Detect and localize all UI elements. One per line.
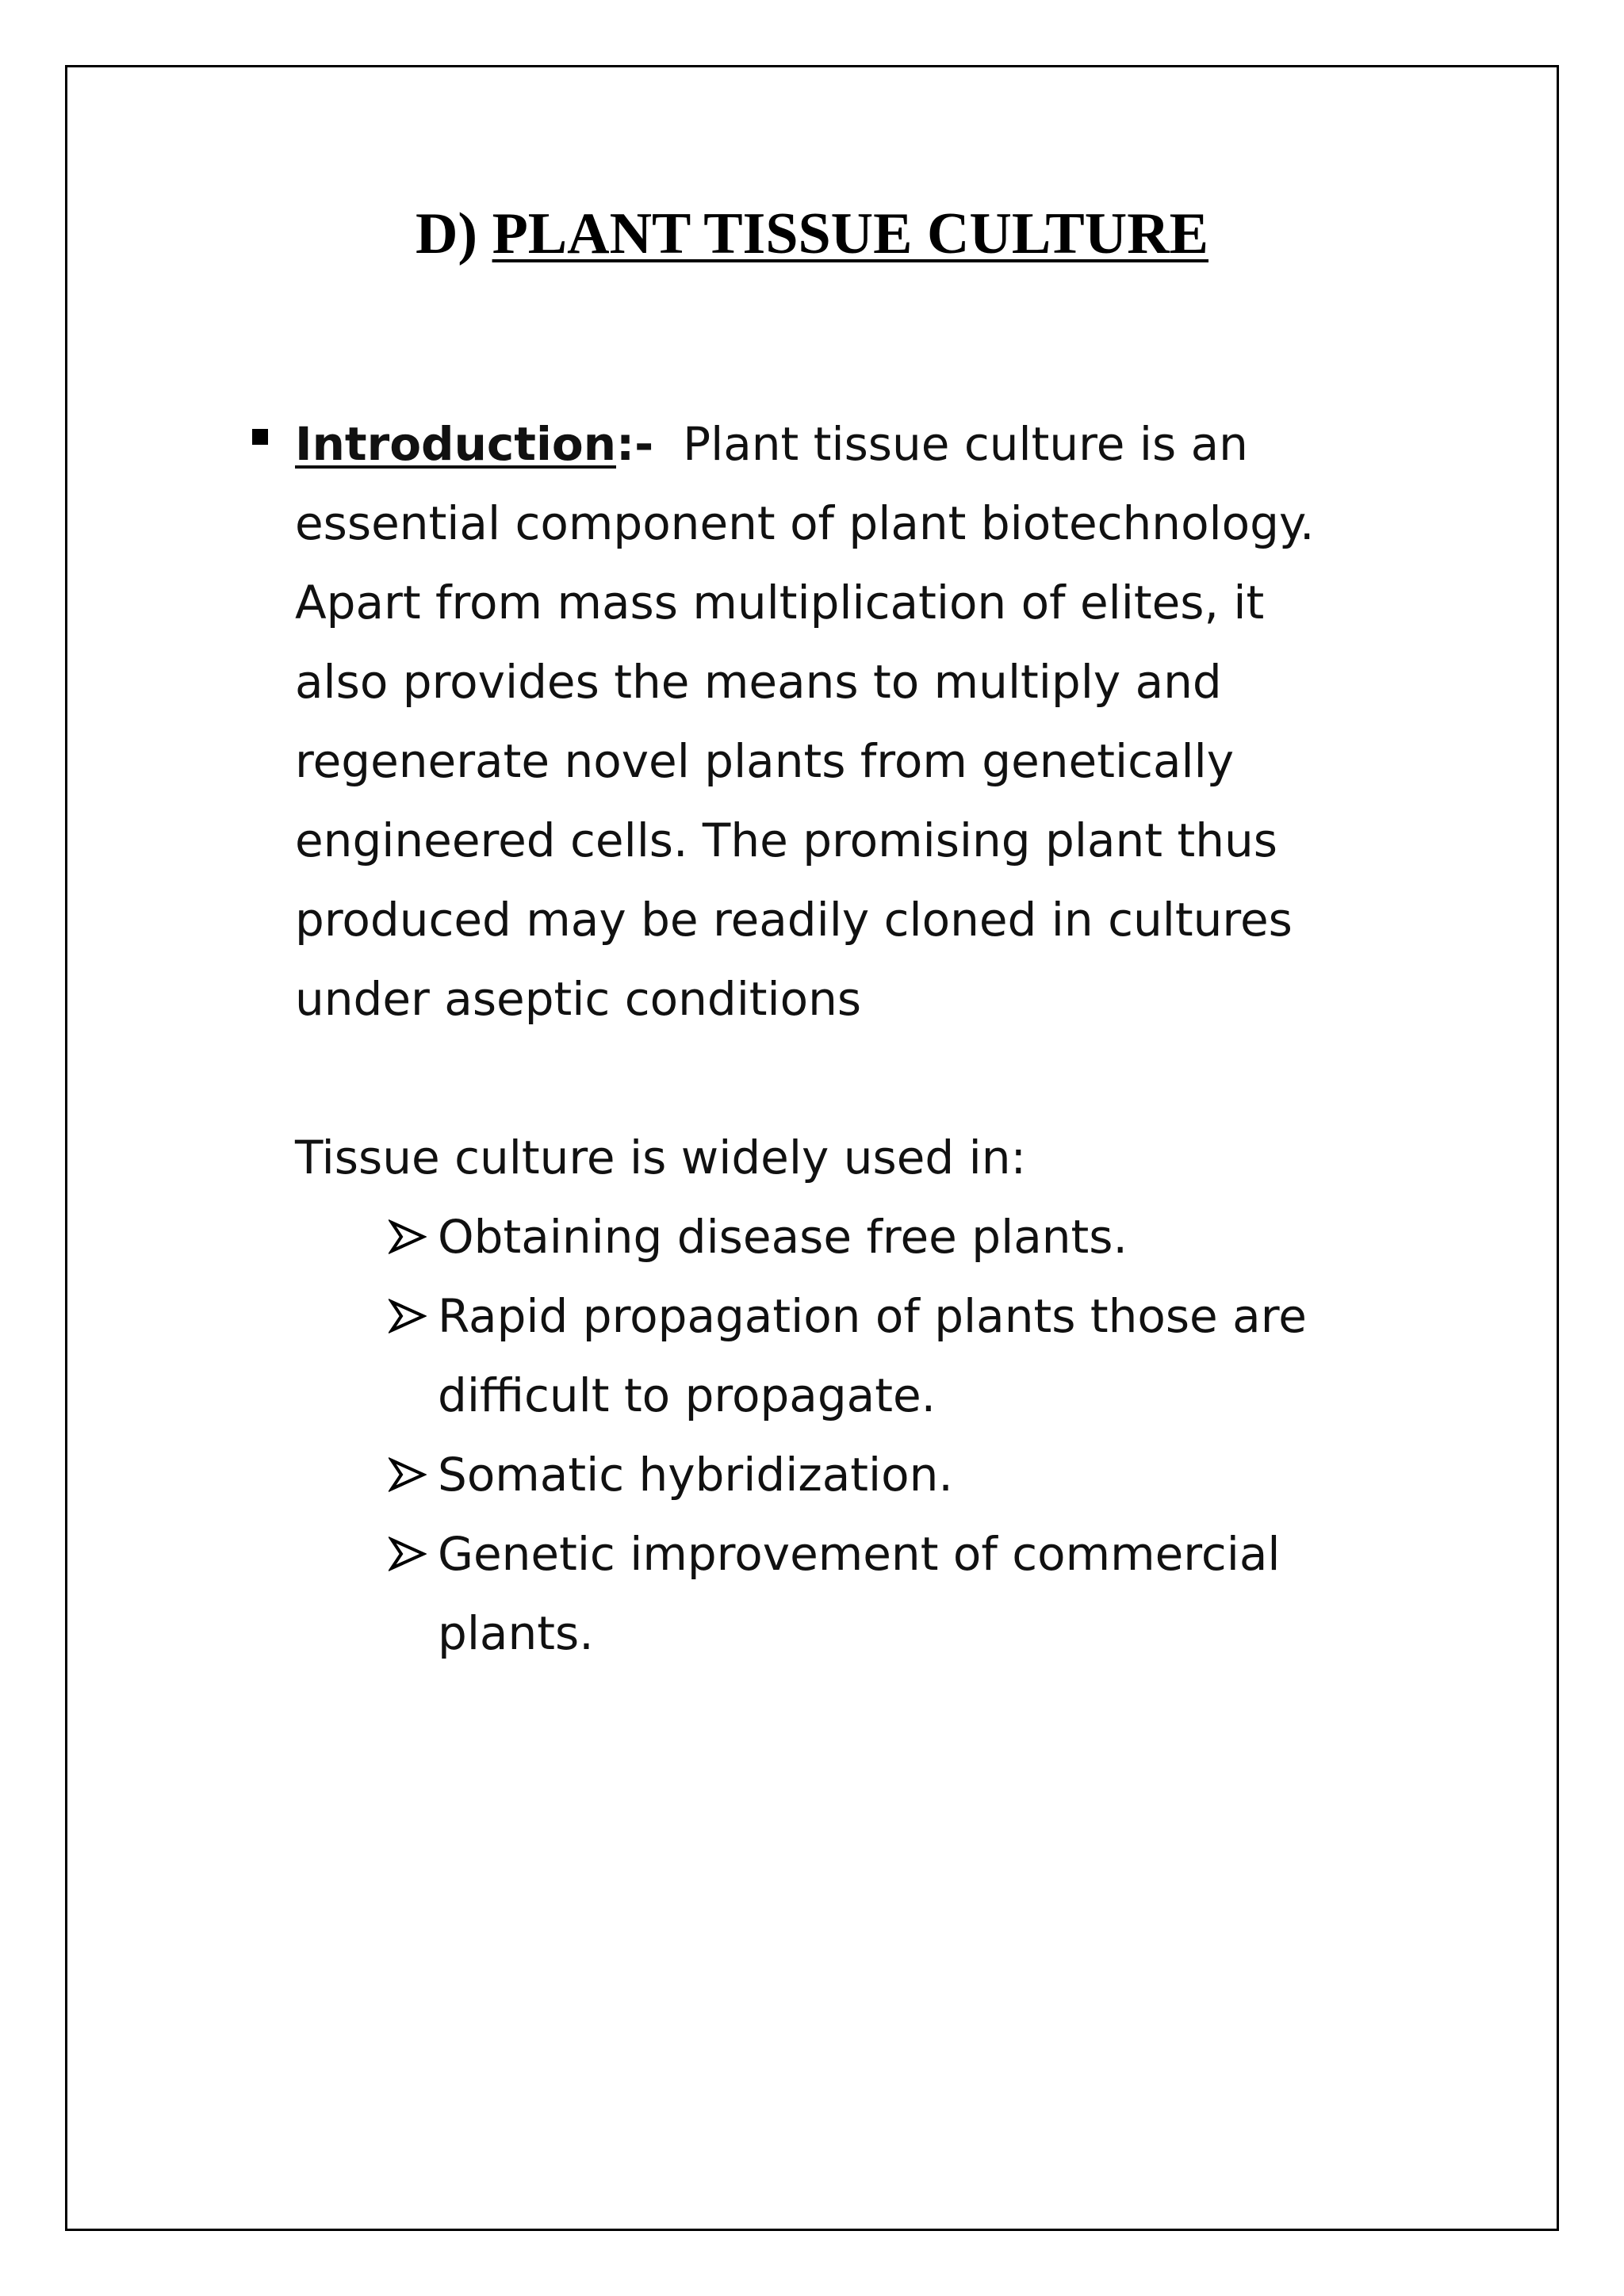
list-item [389,1435,1307,1514]
introduction-label: Introduction [295,417,616,471]
uses-list [389,1197,1307,1673]
intro-line-1 [295,404,1314,484]
list-item-text: plants. [438,1606,594,1660]
list-item [389,1276,1307,1435]
list-item-text: Rapid propagation of plants those are [438,1289,1307,1343]
list-item [389,1197,1307,1276]
intro-text-line: also provides the means to multiply and [295,655,1222,709]
list-item [389,1514,1307,1673]
square-bullet-icon [252,429,268,445]
introduction-separator: :- [615,417,654,471]
section-title: PLANT TISSUE CULTURE [492,201,1209,266]
intro-text-line: regenerate novel plants from genetically [295,734,1235,788]
arrow-bullet-icon [389,1219,427,1254]
intro-text-line: produced may be readily cloned in cultures [295,893,1293,947]
arrow-bullet-icon [389,1536,427,1571]
section-number: D) [415,201,478,266]
intro-text-line: essential component of plant biotechnology. [295,496,1315,550]
page-title [0,198,1624,270]
list-item-text: Genetic improvement of commercial [438,1527,1281,1581]
intro-text-line: Apart from mass multiplication of elites, it [295,576,1265,629]
list-item-text: difficult to propagate. [438,1368,936,1422]
uses-heading: Tissue culture is widely used in: [295,1131,1027,1184]
list-item-text: Somatic hybridization. [438,1448,953,1502]
arrow-bullet-icon [389,1457,427,1492]
intro-text-line: under aseptic conditions [295,972,862,1026]
intro-text-line: Plant tissue culture is an [683,417,1248,471]
intro-text-line: engineered cells. The promising plant thus [295,813,1277,867]
list-item-text: Obtaining disease free plants. [438,1210,1128,1264]
arrow-bullet-icon [389,1299,427,1334]
introduction-paragraph [295,404,1314,1039]
